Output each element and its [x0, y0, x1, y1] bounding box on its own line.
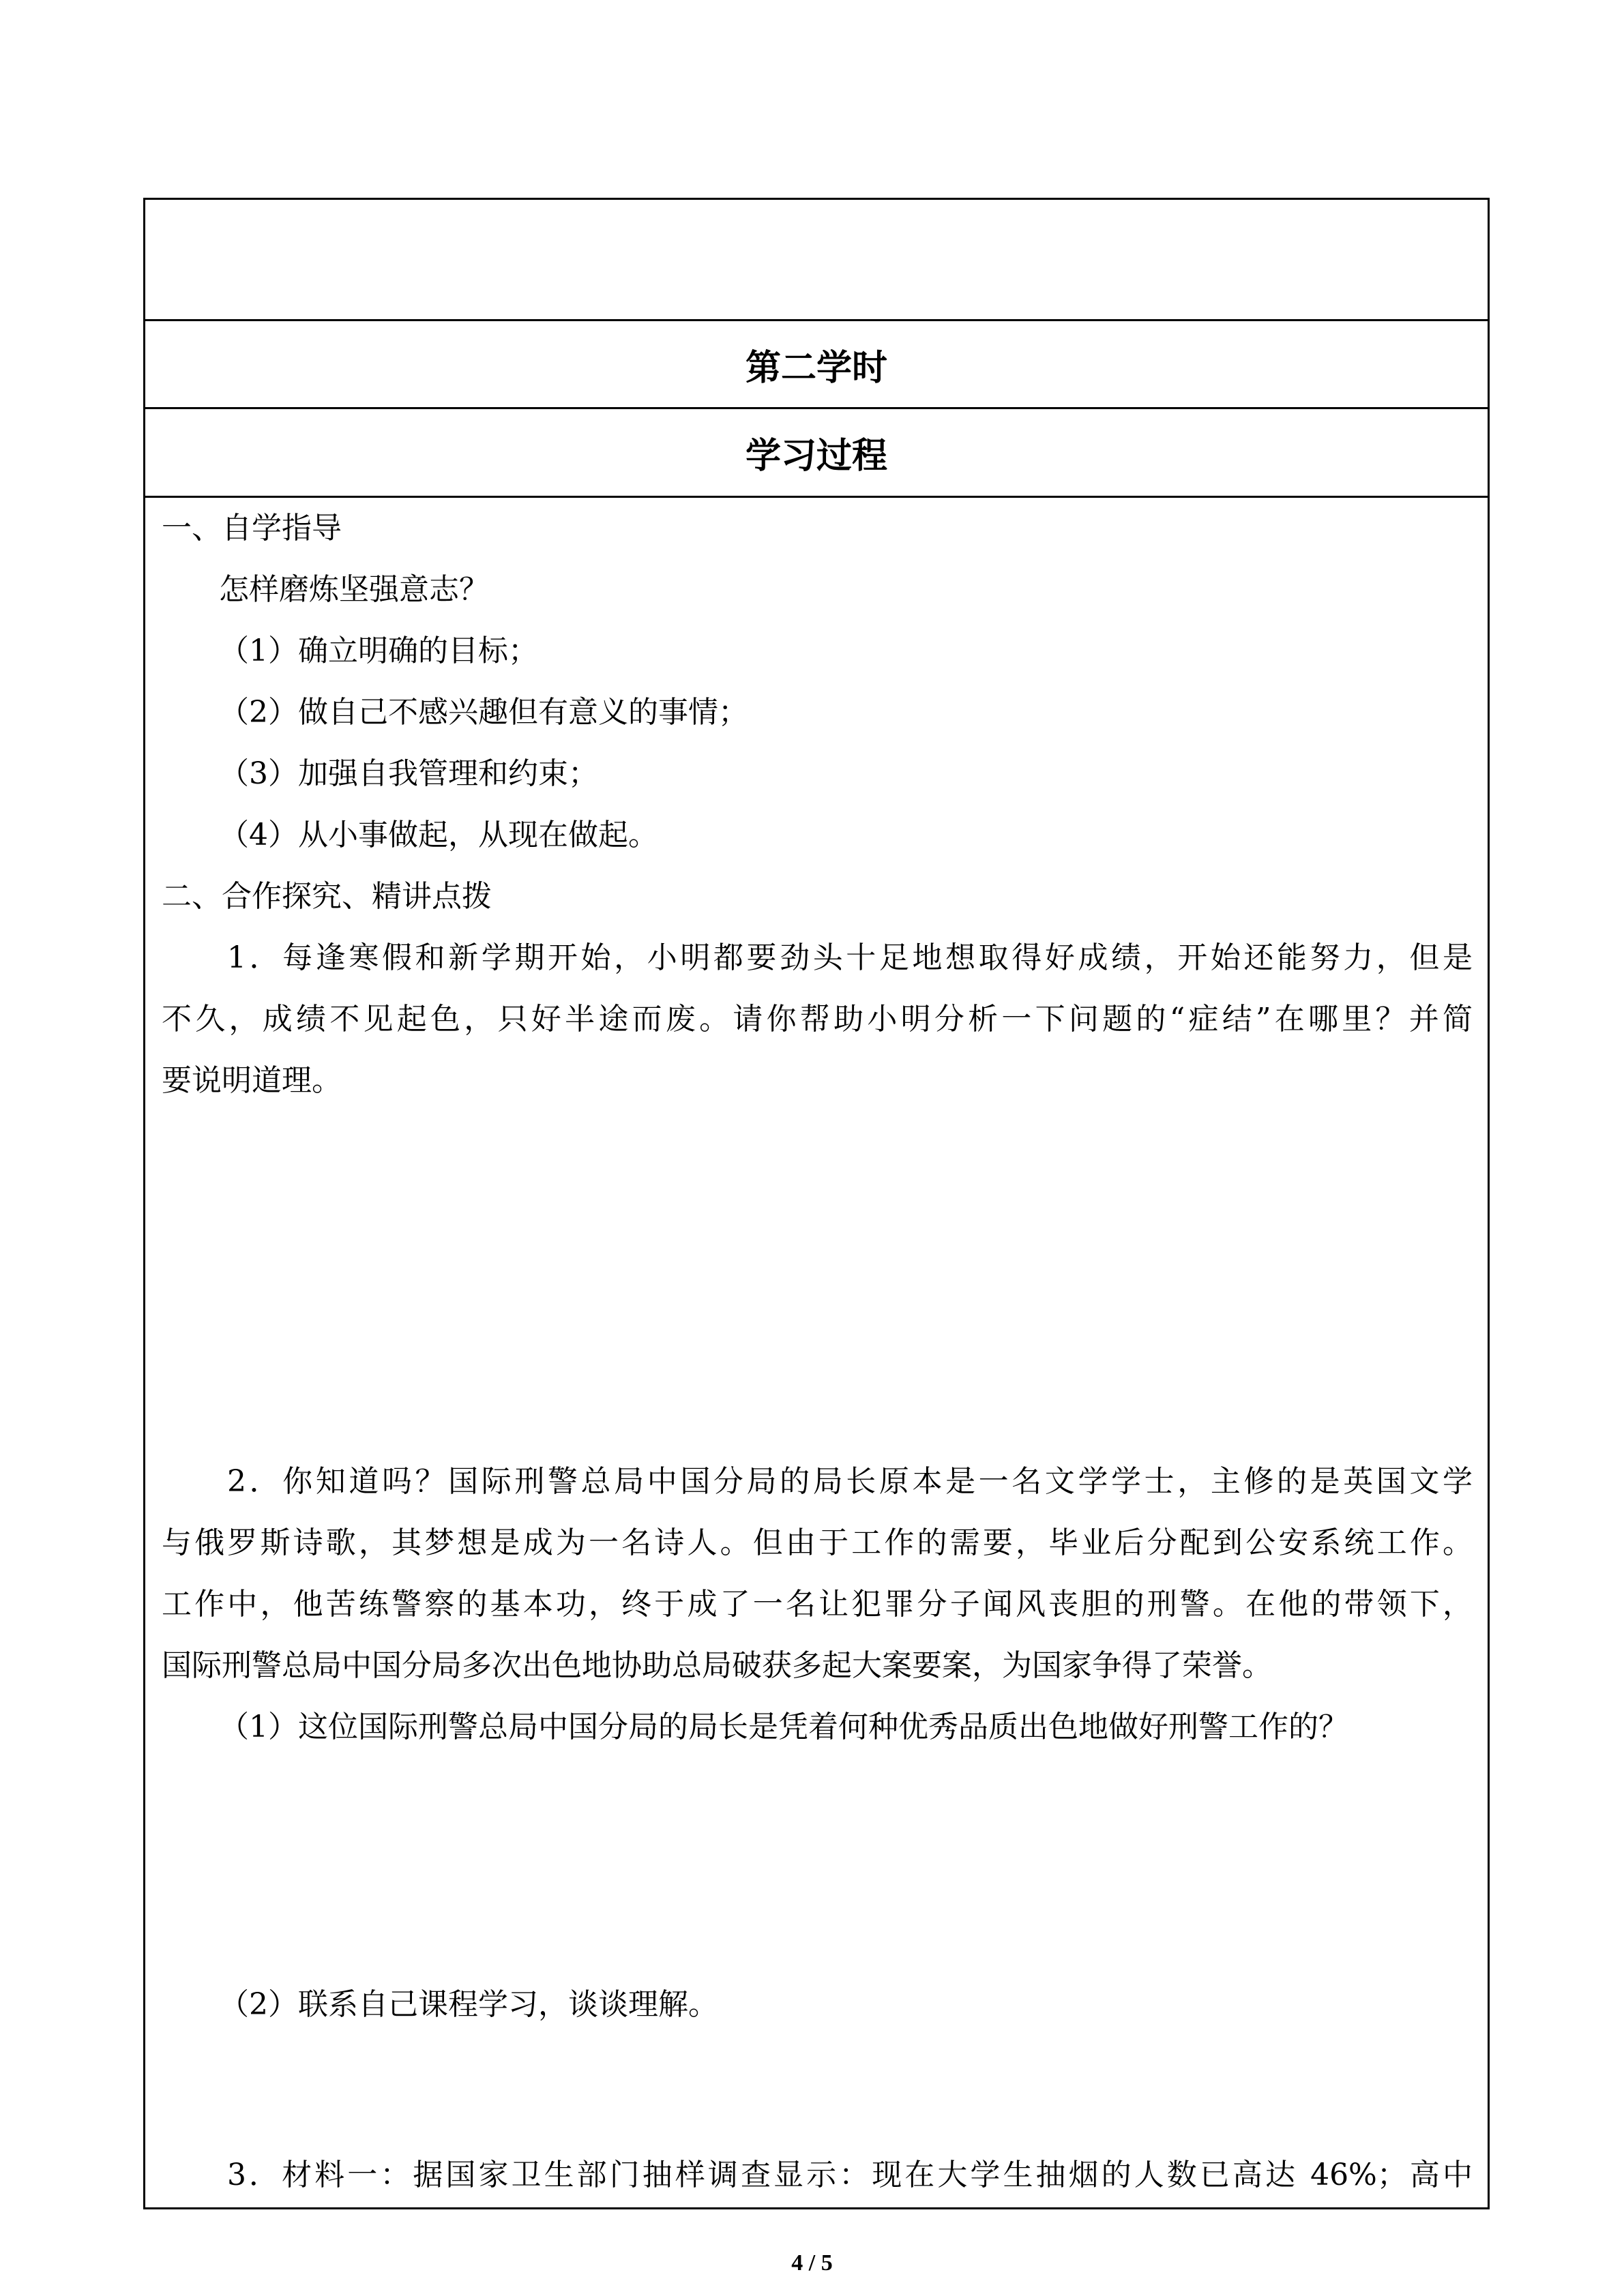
content-cell	[145, 498, 1488, 2209]
part1-item-1: （1）确立明确的目标；	[219, 633, 538, 668]
part1-question: 怎样磨炼坚强意志？	[219, 572, 489, 607]
process-title: 学习过程	[745, 435, 887, 477]
question1-line-1: 1．每逢寒假和新学期开始，小明都要劲头十足地想取得好成绩，开始还能努力，但是	[227, 940, 1473, 975]
question2-line-2: 与俄罗斯诗歌，其梦想是成为一名诗人。但由于工作的需要，毕业后分配到公安系统工作。	[162, 1525, 1473, 1560]
question1-line-3: 要说明道理。	[162, 1063, 342, 1098]
part1-item-4: （4）从小事做起，从现在做起。	[219, 818, 658, 852]
question2-line-3: 工作中，他苦练警察的基本功，终于成了一名让犯罪分子闻风丧胆的刑警。在他的带领下，	[162, 1587, 1473, 1622]
part1-heading: 一、自学指导	[162, 511, 342, 546]
question2-line-4: 国际刑警总局中国分局多次出色地协助总局破获多起大案要案，为国家争得了荣誉。	[162, 1648, 1272, 1683]
part1-item-3: （3）加强自我管理和约束；	[219, 756, 598, 791]
question2-sub-2: （2）联系自己课程学习，谈谈理解。	[219, 1987, 718, 2022]
part2-heading: 二、合作探究、精讲点拨	[162, 879, 492, 914]
question1-line-2: 不久，成绩不见起色，只好半途而废。请你帮助小明分析一下问题的“症结”在哪里？并简	[162, 1002, 1473, 1037]
question2-line-1: 2．你知道吗？国际刑警总局中国分局的局长原本是一名文学学士，主修的是英国文学	[227, 1464, 1473, 1499]
part1-item-2: （2）做自己不感兴趣但有意义的事情；	[219, 695, 748, 730]
process-title-cell	[145, 409, 1488, 498]
section-title: 第二学时	[745, 346, 887, 389]
section-title-cell	[145, 321, 1488, 409]
lesson-table	[143, 198, 1490, 2209]
question3-line-1: 3．材料一：据国家卫生部门抽样调查显示：现在大学生抽烟的人数已高达 46%；高中	[227, 2158, 1473, 2192]
empty-header-cell	[145, 200, 1488, 321]
question2-sub-1: （1）这位国际刑警总局中国分局的局长是凭着何种优秀品质出色地做好刑警工作的？	[219, 1710, 1348, 1744]
page-number: 4 / 5	[791, 2250, 833, 2276]
